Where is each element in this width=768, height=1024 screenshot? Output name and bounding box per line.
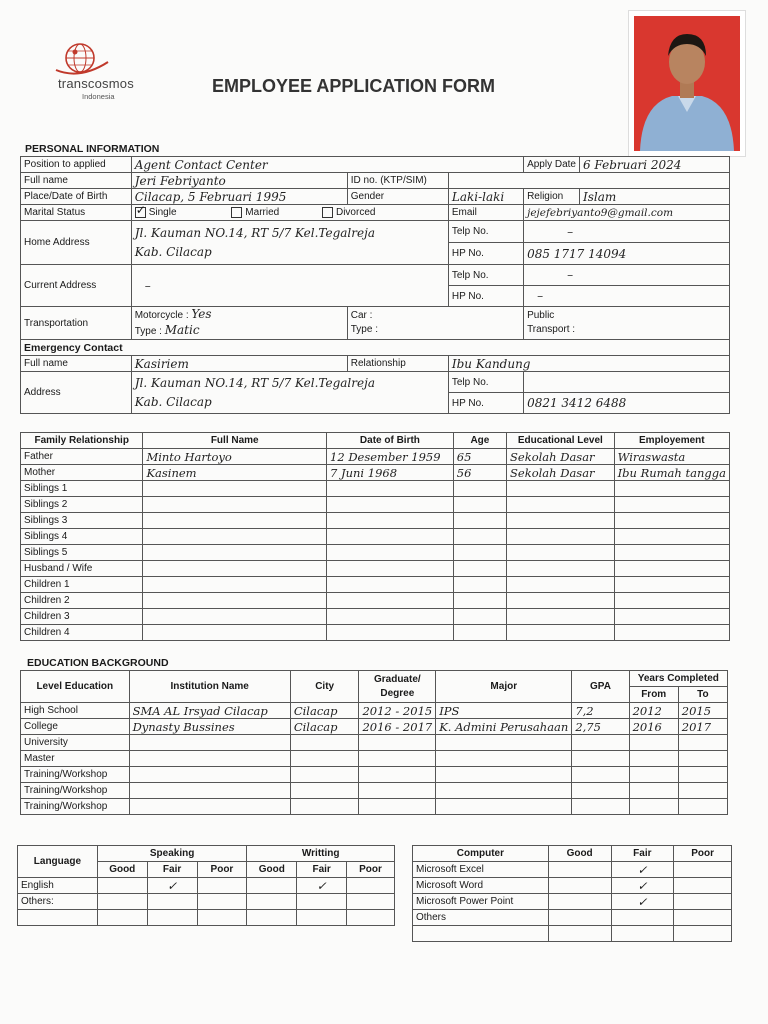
- family-row-cell[interactable]: [507, 609, 615, 625]
- computer-row: [413, 862, 732, 878]
- computer-row-cell[interactable]: ✓: [611, 894, 674, 910]
- education-row-cell[interactable]: [572, 751, 629, 767]
- family-row-label: Husband / Wife: [21, 561, 143, 577]
- language-row-cell[interactable]: [347, 878, 395, 894]
- education-row-cell[interactable]: [129, 735, 290, 751]
- emergency-hp-label: HP No.: [448, 393, 523, 414]
- family-row-cell[interactable]: [327, 593, 454, 609]
- family-row-cell[interactable]: [327, 545, 454, 561]
- computer-row-cell[interactable]: [674, 926, 732, 942]
- language-row-label: [18, 910, 98, 926]
- family-row: [21, 529, 730, 545]
- family-row-cell[interactable]: [143, 625, 327, 641]
- education-row-cell[interactable]: [678, 751, 727, 767]
- education-row-cell[interactable]: [436, 783, 572, 799]
- education-row-cell[interactable]: Cilacap: [290, 719, 359, 735]
- education-row-cell[interactable]: [290, 783, 359, 799]
- family-row-cell[interactable]: [507, 497, 615, 513]
- family-row-cell[interactable]: [453, 593, 506, 609]
- lang-speaking-fair: Fair: [147, 862, 197, 878]
- edu-header-city: City: [290, 671, 359, 703]
- education-row-cell[interactable]: [572, 799, 629, 815]
- education-row-cell[interactable]: [436, 767, 572, 783]
- applicant-photo: [628, 10, 746, 157]
- education-row-cell[interactable]: [290, 799, 359, 815]
- family-row-cell[interactable]: [327, 609, 454, 625]
- computer-row-label: Others: [413, 910, 549, 926]
- relationship-field[interactable]: Ibu Kandung: [448, 356, 729, 372]
- language-row-cell[interactable]: [247, 894, 297, 910]
- language-row: [18, 894, 395, 910]
- edu-header-years: Years Completed: [629, 671, 727, 687]
- computer-row-cell[interactable]: ✓: [611, 878, 674, 894]
- family-row-cell[interactable]: Sekolah Dasar: [507, 465, 615, 481]
- current-hp-label: HP No.: [448, 286, 523, 307]
- education-row-cell[interactable]: SMA AL Irsyad Cilacap: [129, 703, 290, 719]
- home-hp-field[interactable]: 085 1717 14094: [524, 243, 730, 265]
- language-row-cell[interactable]: ✓: [147, 878, 197, 894]
- family-row-label: Children 2: [21, 593, 143, 609]
- education-row: [21, 751, 728, 767]
- education-row-label: Training/Workshop: [21, 783, 130, 799]
- family-row-cell[interactable]: 65: [453, 449, 506, 465]
- education-row-label: Training/Workshop: [21, 767, 130, 783]
- education-row-cell[interactable]: [629, 799, 678, 815]
- comp-header-computer: Computer: [413, 846, 549, 862]
- education-row-cell[interactable]: 2015: [678, 703, 727, 719]
- family-row-cell[interactable]: [327, 529, 454, 545]
- family-row: [21, 465, 730, 481]
- computer-row-cell[interactable]: [674, 894, 732, 910]
- edu-header-major: Major: [436, 671, 572, 703]
- computer-row-label: Microsoft Power Point: [413, 894, 549, 910]
- computer-row-cell[interactable]: [611, 926, 674, 942]
- family-row: [21, 513, 730, 529]
- edu-header-gpa: GPA: [572, 671, 629, 703]
- current-hp-field[interactable]: –: [524, 286, 730, 307]
- emergency-telp-label: Telp No.: [448, 372, 523, 393]
- family-row: [21, 625, 730, 641]
- education-row-cell[interactable]: [436, 751, 572, 767]
- family-row-cell[interactable]: [453, 481, 506, 497]
- education-row-cell[interactable]: [629, 735, 678, 751]
- family-table: [20, 432, 730, 641]
- gender-field[interactable]: Laki-laki: [448, 189, 523, 205]
- lang-writting-good: Good: [247, 862, 297, 878]
- language-row-label: English: [18, 878, 98, 894]
- language-row: [18, 910, 395, 926]
- language-row-cell[interactable]: [197, 910, 247, 926]
- education-section-title: EDUCATION BACKGROUND: [27, 657, 169, 669]
- family-row-label: Siblings 5: [21, 545, 143, 561]
- education-table: [20, 670, 728, 815]
- family-row-cell[interactable]: [614, 577, 729, 593]
- education-row-cell[interactable]: [436, 735, 572, 751]
- computer-row-cell[interactable]: [548, 894, 611, 910]
- marital-options: [131, 205, 448, 221]
- family-row-cell[interactable]: [507, 529, 615, 545]
- education-row-cell[interactable]: [678, 799, 727, 815]
- language-row: [18, 878, 395, 894]
- family-row-cell[interactable]: [614, 545, 729, 561]
- education-row-cell[interactable]: [290, 735, 359, 751]
- edu-header-level: Level Education: [21, 671, 130, 703]
- family-row-cell[interactable]: 56: [453, 465, 506, 481]
- family-row-label: Children 3: [21, 609, 143, 625]
- education-row-label: High School: [21, 703, 130, 719]
- education-row-cell[interactable]: Cilacap: [290, 703, 359, 719]
- family-row-label: Father: [21, 449, 143, 465]
- home-address-label: Home Address: [21, 221, 132, 265]
- current-address-field[interactable]: –: [131, 265, 448, 307]
- family-row-cell[interactable]: [143, 497, 327, 513]
- family-row: [21, 561, 730, 577]
- married-label: Married: [245, 207, 280, 219]
- family-header-relationship: Family Relationship: [21, 433, 143, 449]
- family-row: [21, 449, 730, 465]
- language-row-cell[interactable]: [347, 910, 395, 926]
- divorced-checkbox[interactable]: [322, 207, 333, 218]
- position-label: Position to applied: [21, 157, 132, 173]
- position-field[interactable]: Agent Contact Center: [131, 157, 523, 173]
- computer-row-cell[interactable]: [548, 862, 611, 878]
- home-telp-field[interactable]: –: [524, 221, 730, 243]
- language-row-cell[interactable]: [197, 878, 247, 894]
- education-row-cell[interactable]: [678, 767, 727, 783]
- emergency-address-label: Address: [21, 372, 132, 414]
- pob-label: Place/Date of Birth: [21, 189, 132, 205]
- family-row-cell[interactable]: [614, 529, 729, 545]
- home-address-field[interactable]: Jl. Kauman NO.14, RT 5/7 Kel.Tegalreja Kab. Cilacap: [131, 221, 448, 265]
- emergency-hp-field[interactable]: 0821 3412 6488: [524, 393, 730, 414]
- family-row-cell[interactable]: [453, 561, 506, 577]
- family-row-cell[interactable]: [507, 561, 615, 577]
- personal-section-title: PERSONAL INFORMATION: [25, 143, 160, 155]
- computer-row: [413, 878, 732, 894]
- family-row-cell[interactable]: [143, 561, 327, 577]
- education-row: [21, 767, 728, 783]
- family-row-cell[interactable]: Ibu Rumah tangga: [614, 465, 729, 481]
- family-row-cell[interactable]: [143, 529, 327, 545]
- computer-table: [412, 845, 732, 942]
- family-row-cell[interactable]: [453, 545, 506, 561]
- family-row-cell[interactable]: [453, 625, 506, 641]
- id-label: ID no. (KTP/SIM): [347, 173, 448, 189]
- family-row-cell[interactable]: [327, 561, 454, 577]
- family-row-cell[interactable]: [614, 625, 729, 641]
- pob-field[interactable]: Cilacap, 5 Februari 1995: [131, 189, 347, 205]
- family-row-cell[interactable]: [327, 513, 454, 529]
- education-row-cell[interactable]: [290, 751, 359, 767]
- computer-row-label: Microsoft Word: [413, 878, 549, 894]
- language-row-cell[interactable]: [247, 878, 297, 894]
- education-row-cell[interactable]: 2012 - 2015: [359, 703, 436, 719]
- family-row-cell[interactable]: [614, 609, 729, 625]
- education-row: [21, 783, 728, 799]
- emergency-name-field[interactable]: Kasiriem: [131, 356, 347, 372]
- family-row-cell[interactable]: [143, 513, 327, 529]
- family-row: [21, 609, 730, 625]
- education-row-cell[interactable]: [129, 751, 290, 767]
- family-row-cell[interactable]: Kasinem: [143, 465, 327, 481]
- language-row-cell[interactable]: [297, 910, 347, 926]
- education-row-cell[interactable]: 2017: [678, 719, 727, 735]
- education-row-cell[interactable]: [629, 783, 678, 799]
- computer-row: [413, 910, 732, 926]
- education-row-cell[interactable]: [678, 735, 727, 751]
- family-row-label: Children 1: [21, 577, 143, 593]
- current-address-label: Current Address: [21, 265, 132, 307]
- comp-header-fair: Fair: [611, 846, 674, 862]
- family-row-cell[interactable]: [614, 593, 729, 609]
- lang-header-writting: Writting: [247, 846, 395, 862]
- email-label: Email: [448, 205, 523, 221]
- motorcycle-field[interactable]: Motorcycle : Yes Type : Matic: [131, 307, 347, 340]
- family-row-cell[interactable]: 7 Juni 1968: [327, 465, 454, 481]
- family-row-cell[interactable]: [453, 497, 506, 513]
- language-row-cell[interactable]: [97, 878, 147, 894]
- lang-speaking-good: Good: [97, 862, 147, 878]
- family-row-cell[interactable]: [453, 609, 506, 625]
- family-row-cell[interactable]: [453, 513, 506, 529]
- family-row-cell[interactable]: [327, 481, 454, 497]
- family-row-cell[interactable]: [507, 593, 615, 609]
- edu-header-institution: Institution Name: [129, 671, 290, 703]
- family-row-cell[interactable]: [143, 593, 327, 609]
- family-header-education: Educational Level: [507, 433, 615, 449]
- apply-date-label: Apply Date: [524, 157, 580, 173]
- home-hp-label: HP No.: [448, 243, 523, 265]
- computer-row-label: [413, 926, 549, 942]
- family-row-cell[interactable]: [614, 481, 729, 497]
- education-row-cell[interactable]: [572, 783, 629, 799]
- family-row-label: Children 4: [21, 625, 143, 641]
- home-telp-label: Telp No.: [448, 221, 523, 243]
- language-row-cell[interactable]: [147, 910, 197, 926]
- email-field[interactable]: jejefebriyanto9@gmail.com: [524, 205, 730, 221]
- education-row-cell[interactable]: [359, 799, 436, 815]
- education-row-label: College: [21, 719, 130, 735]
- personal-info-table: [20, 156, 730, 414]
- family-row-label: Siblings 4: [21, 529, 143, 545]
- family-row-cell[interactable]: Wiraswasta: [614, 449, 729, 465]
- education-row-cell[interactable]: [629, 767, 678, 783]
- education-row: [21, 735, 728, 751]
- family-row-label: Siblings 3: [21, 513, 143, 529]
- edu-header-from: From: [629, 687, 678, 703]
- family-header-age: Age: [453, 433, 506, 449]
- family-row-cell[interactable]: 12 Desember 1959: [327, 449, 454, 465]
- language-row-label: Others:: [18, 894, 98, 910]
- computer-row-cell[interactable]: [674, 862, 732, 878]
- family-row-cell[interactable]: [507, 577, 615, 593]
- family-row: [21, 481, 730, 497]
- comp-header-good: Good: [548, 846, 611, 862]
- computer-row-cell[interactable]: [548, 926, 611, 942]
- family-row-cell[interactable]: [143, 577, 327, 593]
- public-transport-field[interactable]: Public Transport :: [524, 307, 730, 340]
- education-row-cell[interactable]: [572, 767, 629, 783]
- relationship-label: Relationship: [347, 356, 448, 372]
- fullname-label: Full name: [21, 173, 132, 189]
- family-row-cell[interactable]: [614, 561, 729, 577]
- education-row-cell[interactable]: [129, 767, 290, 783]
- family-header-name: Full Name: [143, 433, 327, 449]
- computer-row-cell[interactable]: [548, 878, 611, 894]
- education-row-cell[interactable]: 7,2: [572, 703, 629, 719]
- brand-name: transcosmos: [58, 76, 134, 91]
- form-title: EMPLOYEE APPLICATION FORM: [212, 76, 496, 96]
- computer-row-cell[interactable]: [674, 878, 732, 894]
- family-row-label: Siblings 2: [21, 497, 143, 513]
- education-row-cell[interactable]: [572, 735, 629, 751]
- transport-label: Transportation: [21, 307, 132, 340]
- family-row: [21, 497, 730, 513]
- family-row-label: Mother: [21, 465, 143, 481]
- emergency-section-title: Emergency Contact: [21, 340, 730, 356]
- language-row-cell[interactable]: [97, 910, 147, 926]
- language-row-cell[interactable]: [247, 910, 297, 926]
- education-row-cell[interactable]: 2016 - 2017: [359, 719, 436, 735]
- single-checkbox[interactable]: [135, 207, 146, 218]
- family-row-cell[interactable]: [507, 513, 615, 529]
- education-row-cell[interactable]: [359, 735, 436, 751]
- family-row-cell[interactable]: [327, 577, 454, 593]
- education-row-cell[interactable]: [359, 767, 436, 783]
- education-row-label: Training/Workshop: [21, 799, 130, 815]
- family-row-cell[interactable]: [327, 625, 454, 641]
- family-row-cell[interactable]: Minto Hartoyo: [143, 449, 327, 465]
- family-row-cell[interactable]: [507, 481, 615, 497]
- family-header-employment: Employement: [614, 433, 729, 449]
- single-label: Single: [148, 207, 177, 219]
- education-row-cell[interactable]: [359, 751, 436, 767]
- education-row-cell[interactable]: 2012: [629, 703, 678, 719]
- family-row-cell[interactable]: [143, 545, 327, 561]
- education-row-cell[interactable]: Dynasty Bussines: [129, 719, 290, 735]
- education-row-cell[interactable]: [629, 751, 678, 767]
- lang-header-language: Language: [18, 846, 98, 878]
- education-row-cell[interactable]: IPS: [436, 703, 572, 719]
- family-row-cell[interactable]: [327, 497, 454, 513]
- gender-label: Gender: [347, 189, 448, 205]
- computer-row-cell[interactable]: [611, 910, 674, 926]
- globe-logo-icon: [52, 40, 132, 80]
- apply-date-field[interactable]: 6 Februari 2024: [579, 157, 729, 173]
- computer-row-cell[interactable]: [548, 910, 611, 926]
- language-row-cell[interactable]: [147, 894, 197, 910]
- marital-label: Marital Status: [21, 205, 132, 221]
- family-row: [21, 593, 730, 609]
- education-row: [21, 719, 728, 735]
- family-row-label: Siblings 1: [21, 481, 143, 497]
- company-logo: [52, 40, 132, 102]
- religion-field[interactable]: Islam: [579, 189, 729, 205]
- education-row-cell[interactable]: [359, 783, 436, 799]
- family-row-cell[interactable]: [507, 545, 615, 561]
- emergency-address-field[interactable]: Jl. Kauman NO.14, RT 5/7 Kel.Tegalreja Kab. Cilacap: [131, 372, 448, 414]
- computer-row-label: Microsoft Excel: [413, 862, 549, 878]
- edu-header-to: To: [678, 687, 727, 703]
- married-checkbox[interactable]: [231, 207, 242, 218]
- family-row-cell[interactable]: [453, 529, 506, 545]
- edu-header-graduate: Graduate/ Degree: [359, 671, 436, 703]
- person-photo-icon: [634, 16, 740, 151]
- language-row-cell[interactable]: [347, 894, 395, 910]
- language-row-cell[interactable]: ✓: [297, 878, 347, 894]
- education-row-cell[interactable]: [290, 767, 359, 783]
- divorced-label: Divorced: [335, 207, 376, 219]
- family-row-cell[interactable]: [453, 577, 506, 593]
- lang-header-speaking: Speaking: [97, 846, 247, 862]
- lang-writting-poor: Poor: [347, 862, 395, 878]
- family-row-cell[interactable]: Sekolah Dasar: [507, 449, 615, 465]
- education-row-cell[interactable]: [436, 799, 572, 815]
- language-row-cell[interactable]: [297, 894, 347, 910]
- computer-row-cell[interactable]: ✓: [611, 862, 674, 878]
- family-row-cell[interactable]: [143, 609, 327, 625]
- family-row: [21, 577, 730, 593]
- language-row-cell[interactable]: [97, 894, 147, 910]
- education-row-cell[interactable]: [678, 783, 727, 799]
- family-row: [21, 545, 730, 561]
- computer-row: [413, 926, 732, 942]
- fullname-field[interactable]: Jeri Febriyanto: [131, 173, 347, 189]
- education-row: [21, 799, 728, 815]
- language-table: [17, 845, 395, 926]
- education-row-label: University: [21, 735, 130, 751]
- family-row-cell[interactable]: [614, 513, 729, 529]
- education-row-cell[interactable]: [129, 783, 290, 799]
- education-row: [21, 703, 728, 719]
- education-row-cell[interactable]: 2,75: [572, 719, 629, 735]
- emergency-telp-field[interactable]: [524, 372, 730, 393]
- computer-row-cell[interactable]: [674, 910, 732, 926]
- lang-speaking-poor: Poor: [197, 862, 247, 878]
- language-row-cell[interactable]: [197, 894, 247, 910]
- brand-subtitle: Indonesia: [82, 92, 115, 101]
- family-row-cell[interactable]: [507, 625, 615, 641]
- emergency-name-label: Full name: [21, 356, 132, 372]
- education-row-cell[interactable]: K. Admini Perusahaan: [436, 719, 572, 735]
- id-field[interactable]: [448, 173, 729, 189]
- family-header-dob: Date of Birth: [327, 433, 454, 449]
- current-telp-label: Telp No.: [448, 265, 523, 286]
- education-row-cell[interactable]: [129, 799, 290, 815]
- education-row-cell[interactable]: 2016: [629, 719, 678, 735]
- computer-row: [413, 894, 732, 910]
- education-row-label: Master: [21, 751, 130, 767]
- family-row-cell[interactable]: [143, 481, 327, 497]
- car-field[interactable]: Car : Type :: [347, 307, 523, 340]
- family-row-cell[interactable]: [614, 497, 729, 513]
- comp-header-poor: Poor: [674, 846, 732, 862]
- lang-writting-fair: Fair: [297, 862, 347, 878]
- religion-label: Religion: [524, 189, 580, 205]
- current-telp-field[interactable]: –: [524, 265, 730, 286]
